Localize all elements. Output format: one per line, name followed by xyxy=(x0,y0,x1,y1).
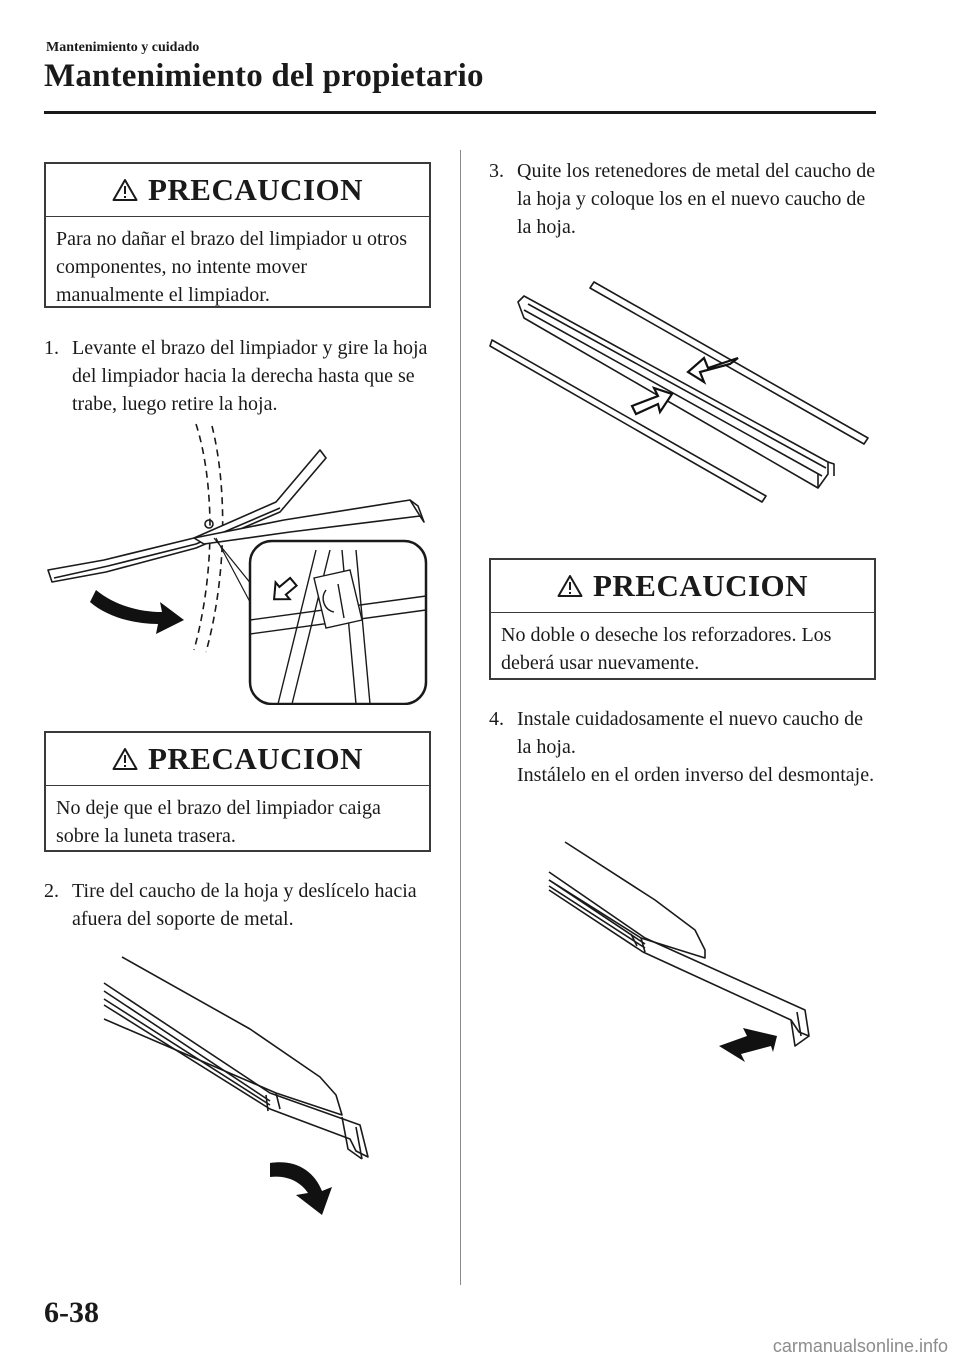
step-3 xyxy=(489,157,879,241)
caution-text: No deje que el brazo del limpiador caiga sobre la luneta trasera. xyxy=(56,797,381,847)
caution-box-1 xyxy=(44,162,431,308)
title-rule xyxy=(44,111,876,114)
step-text: Levante el brazo del limpiador y gire la hoja del limpiador hacia la derecha hasta que se trabe, luego retire la hoja. xyxy=(72,337,428,415)
step-number: 3. xyxy=(489,160,504,182)
arrow-left-icon xyxy=(688,358,738,382)
caution-box-3 xyxy=(489,558,876,680)
step-4 xyxy=(489,705,879,789)
figure-metal-retainers xyxy=(488,278,872,504)
caution-label: PRECAUCION xyxy=(147,172,364,207)
caution-header xyxy=(46,164,429,217)
step-2 xyxy=(44,877,444,933)
caution-label: PRECAUCION xyxy=(592,568,809,603)
step-number: 1. xyxy=(44,337,59,359)
page-title: Mantenimiento del propietario xyxy=(44,58,484,94)
curved-arrow-icon xyxy=(270,1162,332,1215)
caution-text: Para no dañar el brazo del limpiador u otros componentes, no intente mover manualmente el limpiador. xyxy=(56,228,407,306)
caution-text: No doble o deseche los reforzadores. Los deberá usar nuevamente. xyxy=(501,624,832,674)
caution-header xyxy=(46,733,429,786)
figure-pull-rubber xyxy=(100,945,390,1220)
warning-triangle-icon xyxy=(557,574,583,598)
step-number: 4. xyxy=(489,708,504,730)
caution-box-2 xyxy=(44,731,431,852)
step-1 xyxy=(44,334,444,418)
warning-triangle-icon xyxy=(112,747,138,771)
rotate-arrow-icon xyxy=(90,590,184,634)
footer-watermark: carmanualsonline.info xyxy=(772,1336,948,1356)
warning-triangle-icon xyxy=(112,178,138,202)
step-text: Instale cuidadosamente el nuevo caucho de la hoja. xyxy=(517,708,863,758)
step-number: 2. xyxy=(44,880,59,902)
page-number: 6-38 xyxy=(44,1296,99,1329)
section-label: Mantenimiento y cuidado xyxy=(46,40,200,55)
step-text: Tire del caucho de la hoja y deslícelo hacia afuera del soporte de metal. xyxy=(72,880,417,930)
column-divider xyxy=(460,150,461,1285)
caution-header xyxy=(491,560,874,613)
step-note: Instálelo en el orden inverso del desmontaje. xyxy=(517,764,875,786)
figure-wiper-rotate xyxy=(44,420,430,705)
figure-install-rubber xyxy=(545,840,815,1080)
caution-label: PRECAUCION xyxy=(147,741,364,776)
step-text: Quite los retenedores de metal del caucho de la hoja y coloque los en el nuevo caucho de la hoja. xyxy=(517,160,876,238)
arrow-upleft-icon xyxy=(719,1028,777,1062)
